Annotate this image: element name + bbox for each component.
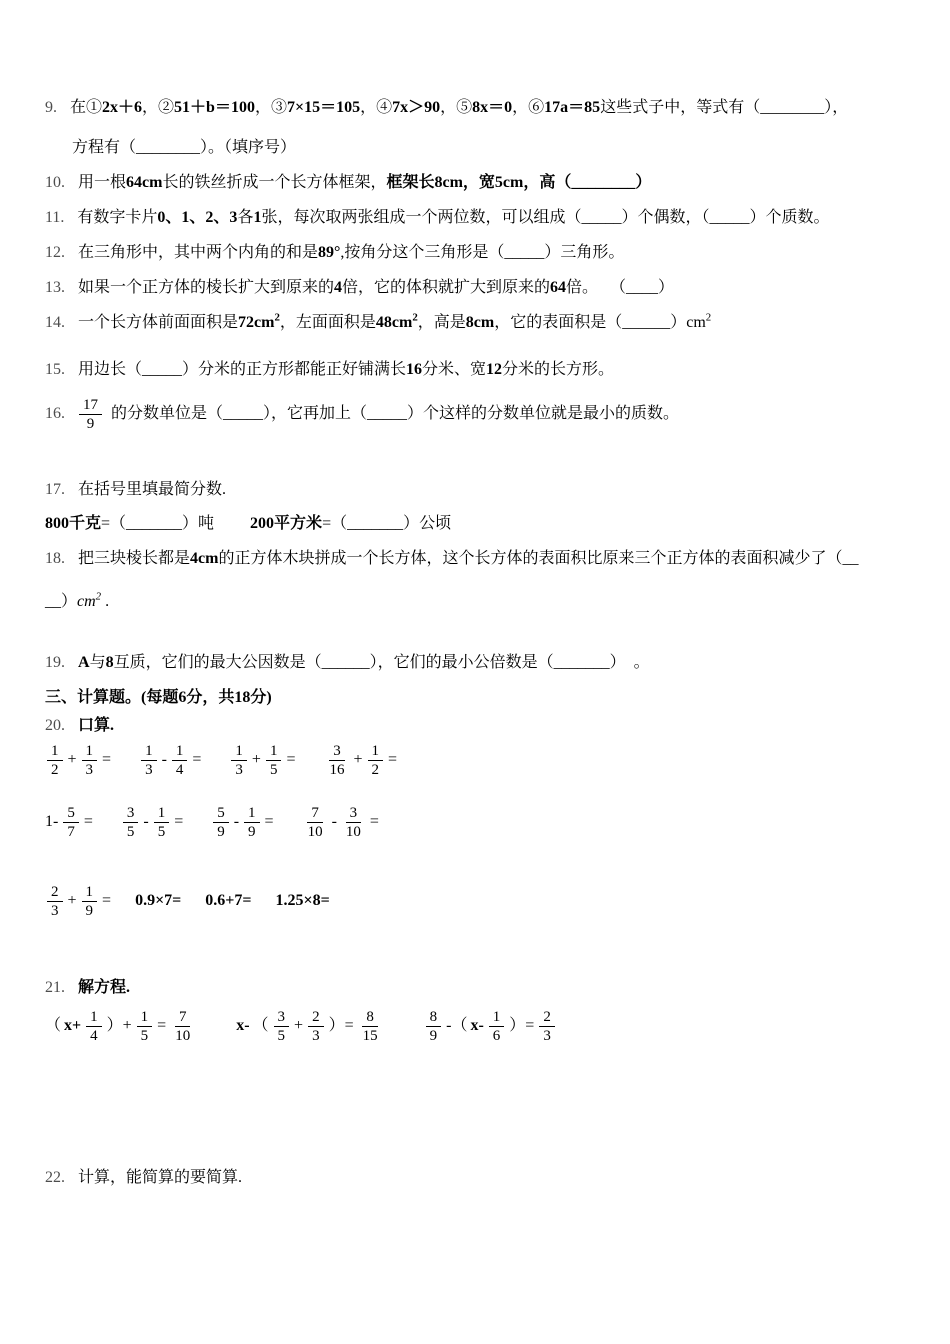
fraction: $\frac{1}{3}$ — [231, 742, 247, 779]
fraction: $\frac{1}{9}$ — [244, 804, 260, 841]
oral-calc-row-3 — [45, 883, 330, 920]
fraction: $\frac{3}{16}$ — [329, 743, 345, 778]
question-11-text: 有数字卡片0、1、2、3各1张，每次取两张组成一个两位数，可以组成（_____）个偶数，（_____）个质数。 — [77, 209, 830, 226]
question-14-text: 一个长方体前面面积是$72cm^2$，左面面积是$48cm^2$，高是8cm，它的表面积是$(\_\_\_\_\_\_)cm^2$ — [78, 312, 712, 332]
question-10-number: 10. — [45, 174, 65, 191]
question-15-number: 15. — [45, 361, 65, 378]
question-17-conversions: 800千克=（_______）吨 200平方米=（_______）公顷 — [45, 515, 452, 532]
equation: x- （ $\frac{3}{5}$ + $\frac{2}{3}$ ）= $\frac{8}{15}$ — [236, 1008, 383, 1045]
question-18-number: 18. — [45, 550, 65, 567]
question-16 — [45, 396, 679, 433]
fraction: $\frac{1}{2}$ — [47, 742, 63, 779]
expression: 1.25×8= — [275, 892, 330, 910]
equation: （ x+ $\frac{1}{4}$ ）+ $\frac{1}{5}$ = $\frac{7}{10}$ — [45, 1008, 196, 1045]
question-18-text: 把三块棱长都是4cm的正方体木块拼成一个长方体，这个长方体的表面积比原来三个正方体的表面积减少了（__ — [78, 550, 859, 567]
expression: 0.9×7= — [135, 892, 182, 910]
fraction: $\frac{1}{5}$ — [266, 742, 282, 779]
question-9-line-2 — [72, 137, 296, 159]
question-9-number: 9. — [45, 99, 57, 116]
equation: $\frac{8}{9}$ -（ x- $\frac{1}{6}$ ）= $\frac{2}{3}$ — [424, 1008, 557, 1045]
expression: 1- $\frac{5}{7}$ = — [45, 805, 93, 840]
fraction: $\frac{8}{15}$ — [362, 1009, 378, 1044]
question-21-label — [45, 977, 130, 999]
expression: $\frac{5}{9}$ - $\frac{1}{9}$ = — [211, 804, 273, 841]
expression: $\frac{1}{3}$ - $\frac{1}{4}$ = — [139, 742, 201, 779]
question-13-text: 如果一个正方体的棱长扩大到原来的4倍，它的体积就扩大到原来的64倍。 （____） — [78, 279, 675, 296]
fraction: $\frac{2}{3}$ — [308, 1008, 324, 1045]
question-20-number: 20. — [45, 717, 65, 734]
question-21-text: 解方程. — [78, 979, 131, 996]
fraction: $\frac{2}{3}$ — [539, 1008, 555, 1045]
fraction: $\frac{2}{3}$ — [47, 883, 63, 920]
question-10 — [45, 172, 651, 194]
question-13-number: 13. — [45, 279, 65, 296]
question-18-line-2 — [45, 590, 109, 614]
question-22-label — [45, 1167, 242, 1189]
fraction: $\frac{7}{10}$ — [175, 1009, 191, 1044]
fraction: $\frac{1}{2}$ — [368, 742, 384, 779]
question-11 — [45, 207, 829, 229]
solve-equation-row — [45, 1008, 557, 1045]
fraction: $\frac{1}{4}$ — [172, 742, 188, 779]
question-17-line-1 — [45, 479, 226, 501]
fraction: $\frac{17}{9}$ — [79, 396, 102, 433]
question-13 — [45, 277, 674, 299]
question-14-number: 14. — [45, 314, 65, 332]
fraction: $\frac{3}{10}$ — [345, 805, 361, 840]
question-12-number: 12. — [45, 244, 65, 261]
question-20-text: 口算. — [78, 717, 115, 734]
fraction: $\frac{1}{5}$ — [154, 804, 170, 841]
fraction: $\frac{1}{3}$ — [82, 742, 98, 779]
question-15-text: 用边长（_____）分米的正方形都能正好铺满长16分米、宽12分米的长方形。 — [78, 361, 615, 378]
question-17-number: 17. — [45, 481, 65, 498]
fraction: $\frac{5}{7}$ — [63, 804, 79, 841]
question-12 — [45, 242, 624, 264]
fraction: $\frac{5}{9}$ — [213, 804, 229, 841]
expression: $\frac{3}{5}$ - $\frac{1}{5}$ = — [121, 804, 183, 841]
fraction: $\frac{1}{9}$ — [82, 883, 98, 920]
fraction: $\frac{1}{6}$ — [489, 1008, 505, 1045]
section-3-header — [45, 687, 272, 709]
oral-calc-row-1 — [45, 742, 397, 779]
fraction: $\frac{3}{5}$ — [274, 1008, 290, 1045]
question-17-line-2 — [45, 513, 451, 535]
question-22-text: 计算，能简算的要简算. — [78, 1169, 243, 1186]
question-14 — [45, 311, 711, 335]
question-22-number: 22. — [45, 1169, 65, 1186]
fraction: $\frac{8}{9}$ — [426, 1008, 442, 1045]
expression: $\frac{2}{3}$ + $\frac{1}{9}$ = — [45, 883, 111, 920]
section-3-title: 三、计算题。(每题6分，共18分) — [45, 689, 272, 706]
question-10-text: 用一根64cm长的铁丝折成一个长方体框架，框架长8cm，宽5cm，高（________） — [78, 174, 652, 191]
question-16-number: 16. — [45, 405, 65, 423]
fraction: $\frac{3}{5}$ — [123, 804, 139, 841]
fraction: $\frac{1}{3}$ — [141, 742, 157, 779]
question-21-number: 21. — [45, 979, 65, 996]
question-9-text-continued: 方程有（________）。（填序号） — [72, 139, 297, 156]
question-16-text: $\frac{17}{9}$ 的分数单位是（_____），它再加上（_____）个这样的分数单位就是最小的质数。 — [77, 396, 679, 433]
question-18-line-1 — [45, 548, 858, 570]
question-19-number: 19. — [45, 654, 65, 671]
fraction: $\frac{1}{4}$ — [86, 1008, 102, 1045]
oral-calc-row-2 — [45, 804, 379, 841]
question-17-text: 在括号里填最简分数. — [78, 481, 227, 498]
question-9-text: 在①2x＋6，②51＋b＝100，③7×15＝105，④7x＞90，⑤8x＝0，⑥17a＝85这些式子中，等式有（________）， — [70, 99, 849, 116]
fraction: $\frac{1}{5}$ — [137, 1008, 153, 1045]
question-18-text-continued: $\_\_)cm^2$ . — [45, 591, 110, 611]
question-20-label — [45, 715, 114, 737]
expression: $\frac{1}{2}$ + $\frac{1}{3}$ = — [45, 742, 111, 779]
expression: $\frac{3}{16}$ + $\frac{1}{2}$ = — [323, 742, 397, 779]
question-12-text: 在三角形中，其中两个内角的和是89°,按角分这个三角形是（_____）三角形。 — [78, 244, 625, 261]
expression: 0.6+7= — [205, 892, 252, 910]
question-15 — [45, 359, 614, 381]
expression: $\frac{7}{10}$ - $\frac{3}{10}$ = — [302, 804, 379, 841]
expression: $\frac{1}{3}$ + $\frac{1}{5}$ = — [229, 742, 295, 779]
question-9-line-1 — [45, 97, 848, 119]
question-19 — [45, 652, 650, 674]
question-11-number: 11. — [45, 209, 65, 226]
fraction: $\frac{7}{10}$ — [307, 805, 323, 840]
question-19-text: A与8互质，它们的最大公因数是（______），它们的最小公倍数是（_______） 。 — [78, 654, 650, 671]
